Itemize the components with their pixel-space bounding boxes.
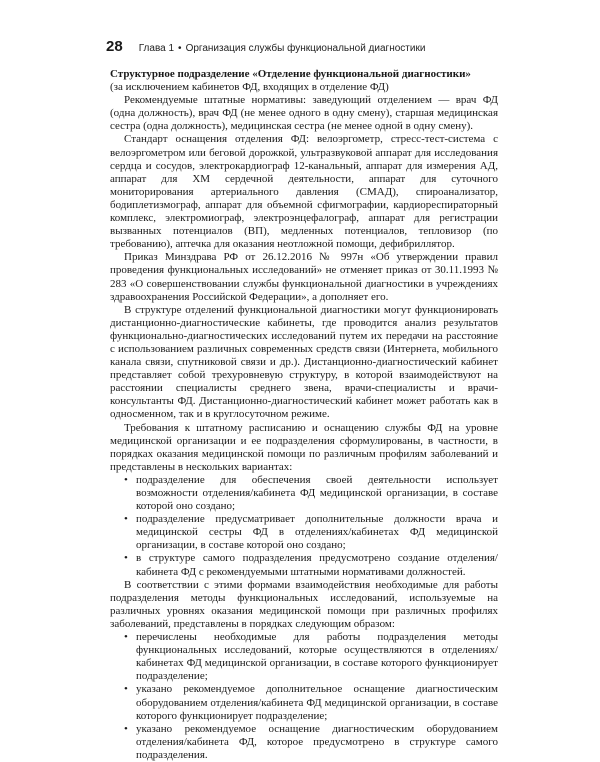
paragraph-equipment: Стандарт оснащения отделения ФД: велоэргометр, стресс-тест-система с велоэргометром или беговой дорожкой, ультразвуковой аппарат для исследования сердца и сосудов, электрокардиограф 12-канальный, аппарат для измерения АД, аппарат для ХМ сердечной деятельности, аппарат для суточного мониторирования артериального давления (СМАД), спироанализатор, бодиплетизмограф, аппарат для объемной сфигмографии, кардиореспираторный комплекс, электромиограф, электроэнцефалограф, аппарат для регистрации вызванных потенциалов (ВП), медленных потенциалов, тепловизор (по требованию), аптечка для оказания неотложной помощи, дефибриллятор. — [110, 133, 498, 251]
chapter-label — [139, 43, 426, 54]
header-separator: • — [178, 43, 182, 54]
paragraph-order: Приказ Минздрава РФ от 26.12.2016 № 997н «Об утверждении правил проведения функциональных исследований» не отменяет приказ от 30.11.1993 № 283 «О совершенствовании службы функциональной диагностики в учреждениях здравоохранения Российской Федерации», а дополняет его. — [110, 251, 498, 303]
paragraph-methods: В соответствии с этими формами взаимодействия необходимые для работы подразделения методы функциональных исследований, используемые на различных уровнях оказания медицинской помощи при различных профилях заболеваний, представлены в порядках следующим образом: — [110, 578, 498, 630]
list-item: • указано рекомендуемое дополнительное оснащение диагностическим оборудованием отделения/кабинета ФД медицинской организации, в составе которого функционирует подразделение; — [124, 683, 498, 722]
paragraph-requirements: Требования к штатному расписанию и оснащению службы ФД на уровне медицинской организации и ее подразделения сформулированы, в частности, в порядках оказания медицинской помощи по различным профилям заболеваний и представлены в нескольких вариантах: — [110, 421, 498, 473]
running-header — [106, 38, 498, 55]
paragraph-staffing: Рекомендуемые штатные нормативы: заведующий отделением — врач ФД (одна должность), врач ФД (не менее одного в одну смену), старшая медицинская сестра (одна должность), медицинская сестра (не менее одной в одну смену). — [110, 94, 498, 133]
list-item: • подразделение предусматривает дополнительные должности врача и медицинской сестры ФД в отделениях/кабинетах ФД медицинской организации, в составе которой оно создано; — [124, 513, 498, 552]
list-item: • указано рекомендуемое оснащение диагностическим оборудованием отделения/кабинета ФД, которое предусмотрено в структуре самого подразделения. — [124, 723, 498, 762]
section-heading-note: (за исключением кабинетов ФД, входящих в отделение ФД) — [110, 81, 389, 94]
variants-list — [110, 474, 498, 579]
chapter-number: Глава 1 — [138, 43, 175, 54]
methods-list — [110, 631, 498, 762]
chapter-title: Организация службы функциональной диагностики — [185, 43, 426, 54]
section-heading: Структурное подразделение «Отделение функциональной диагностики» — [110, 68, 471, 80]
page-content — [110, 68, 498, 762]
paragraph-remote-diagnostics: В структуре отделений функциональной диагностики могут функционировать дистанционно-диагностические кабинеты, где проводится анализ результатов функционально-диагностических исследований путем их передачи на расстояние с использованием различных современных средств связи (Интернета, мобильного канала связи, спутниковой связи и др.). Дистанционно-диагностический кабинет представляет собой трехуровневую структуру, в которой взаимодействуют на расстоянии специалисты среднего звена, врачи-специалисты и врачи-консультанты ФД. Дистанционно-диагностический кабинет может работать как в односменном, так и в круглосуточном режиме. — [110, 303, 498, 421]
list-item: • перечислены необходимые для работы подразделения методы функциональных исследований, которые осуществляются в отделениях/кабинетах ФД медицинской организации, в составе которого функционирует подразделение; — [124, 631, 498, 683]
list-item: • подразделение для обеспечения своей деятельности использует возможности отделения/кабинета ФД медицинской организации, в составе которой оно создано; — [124, 474, 498, 513]
book-page — [106, 38, 498, 762]
page-number: 28 — [106, 38, 123, 55]
list-item: • в структуре самого подразделения предусмотрено создание отделения/кабинета ФД с рекомендуемыми штатными нормативами должностей. — [124, 552, 498, 578]
